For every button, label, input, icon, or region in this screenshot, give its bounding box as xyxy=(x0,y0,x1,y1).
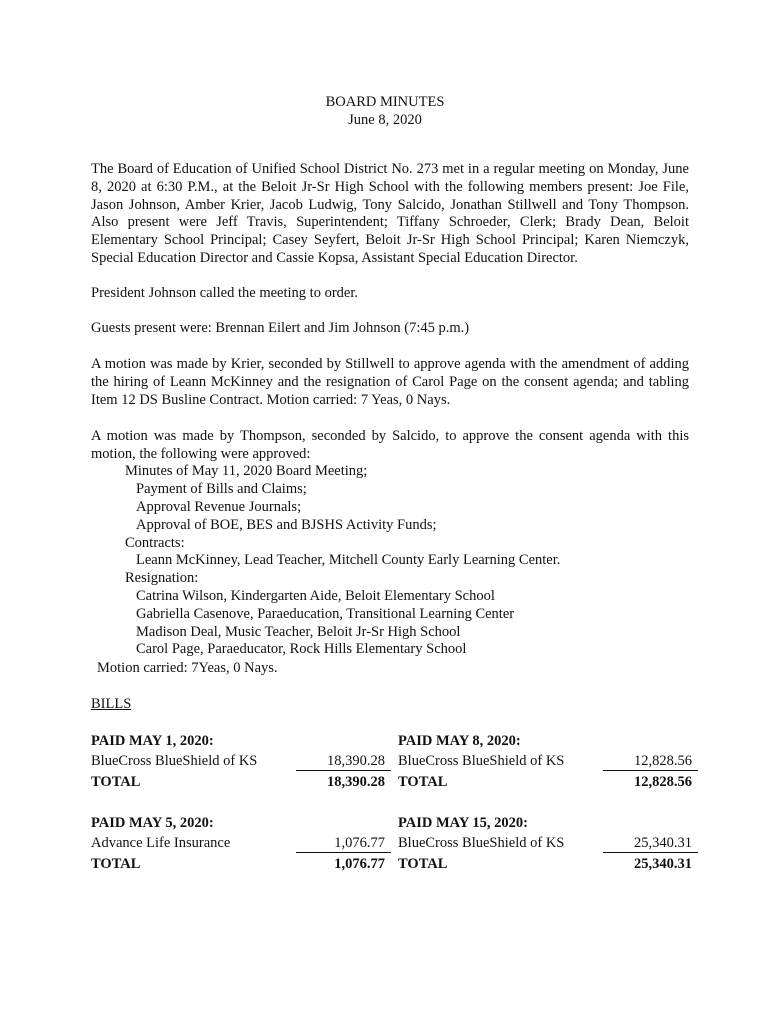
consent-item-revenue: Approval Revenue Journals; xyxy=(136,499,302,515)
bills-total-label: TOTAL xyxy=(398,774,448,790)
document-title: BOARD MINUTES xyxy=(325,94,445,110)
contracts-heading: Contracts: xyxy=(125,535,185,551)
bills-total: 18,390.28 xyxy=(327,774,385,790)
amount-underline xyxy=(603,770,698,771)
bills-group-title: PAID MAY 1, 2020: xyxy=(91,733,214,749)
consent-item-activity: Approval of BOE, BES and BJSHS Activity Funds; xyxy=(136,517,437,533)
bills-total: 25,340.31 xyxy=(634,856,692,872)
bills-amount: 25,340.31 xyxy=(634,835,692,851)
bills-amount: 1,076.77 xyxy=(334,835,385,851)
resignation-heading: Resignation: xyxy=(125,570,199,586)
amount-underline xyxy=(603,852,698,853)
bills-group-title: PAID MAY 8, 2020: xyxy=(398,733,521,749)
intro-paragraph: The Board of Education of Unified School District No. 273 met in a regular meeting on Monday, June 8, 2020 at 6:30 P.M., at the Beloit Jr-Sr High School with the following members present: Joe File, Jason Johnson, Amber Krier, Jacob Ludwig, Tony Salcido, Jonathan Stillwell and Tony Thompson. Also present were Jeff Travis, Superintendent; Tiffany Schroeder, Clerk; Brady Dean, Beloit Elementary School Principal; Casey Seyfert, Beloit Jr-Sr High School Principal; Karen Niemczyk, Special Education Director and Cassie Kopsa, Assistant Special Education Director. xyxy=(91,161,689,266)
bills-total-label: TOTAL xyxy=(91,856,141,872)
amount-underline xyxy=(296,770,391,771)
resignation-item: Carol Page, Paraeducator, Rock Hills Elementary School xyxy=(136,641,467,657)
consent-item-minutes: Minutes of May 11, 2020 Board Meeting; xyxy=(125,463,368,479)
bills-vendor: BlueCross BlueShield of KS xyxy=(398,753,565,769)
bills-heading: BILLS xyxy=(91,696,132,712)
bills-group-title: PAID MAY 15, 2020: xyxy=(398,815,528,831)
consent-motion-paragraph: A motion was made by Thompson, seconded by Salcido, to approve the consent agenda with this motion, the following were approved: xyxy=(91,428,689,462)
bills-vendor: Advance Life Insurance xyxy=(91,835,231,851)
consent-motion-result: Motion carried: 7Yeas, 0 Nays. xyxy=(97,660,278,676)
bills-vendor: BlueCross BlueShield of KS xyxy=(91,753,258,769)
contract-item: Leann McKinney, Lead Teacher, Mitchell County Early Learning Center. xyxy=(136,552,561,568)
resignation-item: Madison Deal, Music Teacher, Beloit Jr-Sr High School xyxy=(136,624,461,640)
bills-total: 12,828.56 xyxy=(634,774,692,790)
document-date: June 8, 2020 xyxy=(348,112,422,128)
bills-total: 1,076.77 xyxy=(334,856,385,872)
amount-underline xyxy=(296,852,391,853)
resignation-item: Catrina Wilson, Kindergarten Aide, Beloit Elementary School xyxy=(136,588,495,604)
resignation-item: Gabriella Casenove, Paraeducation, Transitional Learning Center xyxy=(136,606,515,622)
bills-vendor: BlueCross BlueShield of KS xyxy=(398,835,565,851)
bills-amount: 18,390.28 xyxy=(327,753,385,769)
consent-item-bills: Payment of Bills and Claims; xyxy=(136,481,307,497)
agenda-motion-paragraph: A motion was made by Krier, seconded by Stillwell to approve agenda with the amendment of adding the hiring of Leann McKinney and the resignation of Carol Page on the consent agenda; and tabling Item 12 DS Busline Contract. Motion carried: 7 Yeas, 0 Nays. xyxy=(91,356,689,408)
bills-total-label: TOTAL xyxy=(91,774,141,790)
call-to-order-paragraph: President Johnson called the meeting to order. xyxy=(91,285,358,301)
bills-amount: 12,828.56 xyxy=(634,753,692,769)
bills-group-title: PAID MAY 5, 2020: xyxy=(91,815,214,831)
guests-paragraph: Guests present were: Brennan Eilert and Jim Johnson (7:45 p.m.) xyxy=(91,320,470,336)
bills-total-label: TOTAL xyxy=(398,856,448,872)
